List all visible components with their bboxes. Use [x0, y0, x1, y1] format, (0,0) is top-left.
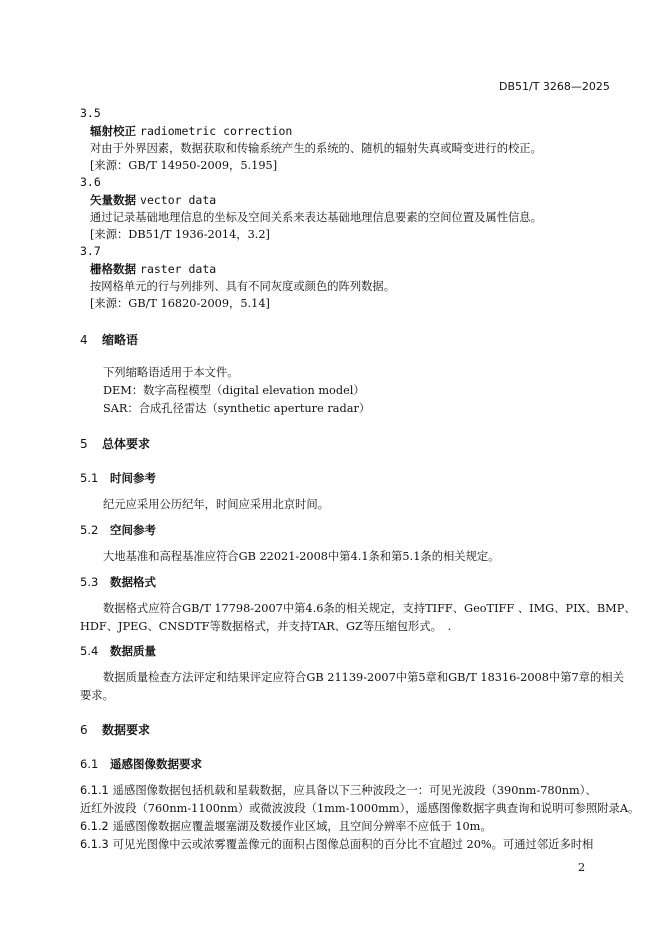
clause-line: 近红外波段（760nm-1100nm）或微波波段（1mm-1000mm），遥感图像数据字典查询和说明可参照附录A。 — [80, 802, 640, 815]
subsection-title: 数据格式 — [110, 575, 156, 589]
term-number: 3.6 — [80, 175, 101, 189]
term-number: 3.5 — [80, 106, 101, 120]
paragraph-line: 要求。 — [80, 689, 114, 702]
subsection-number: 6.1 — [80, 757, 99, 771]
term-title — [90, 261, 216, 277]
section-title: 缩略语 — [102, 333, 139, 347]
term-zh: 栅格数据 — [90, 262, 136, 276]
abbrev-item: DEM：数字高程模型（digital elevation model） — [103, 384, 365, 397]
term-en: vector data — [140, 193, 217, 207]
subsection-heading — [80, 574, 156, 590]
term-en: raster data — [140, 262, 217, 276]
page-number: 2 — [578, 861, 586, 874]
subsection-title: 时间参考 — [110, 471, 156, 485]
term-en: radiometric correction — [140, 124, 293, 138]
subsection-title: 遥感图像数据要求 — [110, 757, 202, 771]
section-number: 4 — [80, 333, 88, 347]
clause-number: 6.1.1 — [80, 784, 109, 797]
paragraph-line: HDF、JPEG、CNSDTF等数据格式，并支持TAR、GZ等压缩包形式。 . — [80, 620, 452, 633]
paragraph-line: 数据格式应符合GB/T 17798-2007中第4.6条的相关规定，支持TIFF、GeoTIFF 、IMG、PIX、BMP、 — [103, 602, 636, 615]
section-title: 数据要求 — [102, 723, 151, 737]
subsection-heading — [80, 522, 156, 538]
term-title — [90, 123, 292, 139]
clause-number: 6.1.2 — [80, 820, 109, 833]
subsection-number: 5.4 — [80, 644, 99, 658]
term-zh: 辐射校正 — [90, 124, 136, 138]
abbrev-intro: 下列缩略语适用于本文件。 — [103, 366, 239, 379]
term-source: [来源：GB/T 16820-2009，5.14] — [90, 297, 270, 310]
subsection-number: 5.3 — [80, 575, 99, 589]
term-source: [来源：DB51/T 1936-2014，3.2] — [90, 228, 270, 241]
term-definition: 通过记录基础地理信息的坐标及空间关系来表达基础地理信息要素的空间位置及属性信息。 — [90, 211, 542, 224]
document-id: DB51/T 3268—2025 — [499, 80, 610, 93]
term-source: [来源：GB/T 14950-2009，5.195] — [90, 159, 278, 172]
clause-text: 可见光图像中云或浓雾覆盖像元的面积占图像总面积的百分比不宜超过 20%。可通过邻近多时相 — [112, 838, 594, 851]
term-definition: 按网格单元的行与列排列、具有不同灰度或颜色的阵列数据。 — [90, 280, 396, 293]
subsection-number: 5.1 — [80, 471, 99, 485]
paragraph: 纪元应采用公历纪年，时间应采用北京时间。 — [103, 498, 329, 511]
section-heading — [80, 721, 150, 738]
subsection-heading — [80, 470, 156, 486]
subsection-heading — [80, 643, 156, 659]
clause-text: 遥感图像数据包括机载和星载数据，应具备以下三种波段之一：可见光波段（390nm-780nm）、 — [112, 784, 597, 797]
term-zh: 矢量数据 — [90, 193, 136, 207]
section-heading — [80, 331, 138, 348]
subsection-heading — [80, 756, 202, 772]
section-title: 总体要求 — [102, 437, 151, 451]
clause — [80, 836, 593, 852]
subsection-title: 空间参考 — [110, 523, 156, 537]
clause-number: 6.1.3 — [80, 838, 109, 851]
paragraph-line: 数据质量检查方法评定和结果评定应符合GB 21139-2007中第5章和GB/T 18316-2008中第7章的相关 — [103, 671, 624, 684]
abbrev-item: SAR：合成孔径雷达（synthetic aperture radar） — [103, 402, 371, 415]
term-title — [90, 192, 216, 208]
term-definition: 对由于外界因素，数据获取和传输系统产生的系统的、随机的辐射失真或畸变进行的校正。 — [90, 142, 542, 155]
section-heading — [80, 435, 150, 452]
section-number: 6 — [80, 723, 88, 737]
subsection-number: 5.2 — [80, 523, 99, 537]
clause — [80, 818, 492, 834]
subsection-title: 数据质量 — [110, 644, 156, 658]
paragraph: 大地基准和高程基准应符合GB 22021-2008中第4.1条和第5.1条的相关规定。 — [103, 550, 500, 563]
clause — [80, 782, 597, 798]
clause-text: 遥感图像数据应覆盖堰塞湖及数援作业区域，且空间分辨率不应低于 10m。 — [112, 820, 492, 833]
term-number: 3.7 — [80, 244, 101, 258]
section-number: 5 — [80, 437, 88, 451]
